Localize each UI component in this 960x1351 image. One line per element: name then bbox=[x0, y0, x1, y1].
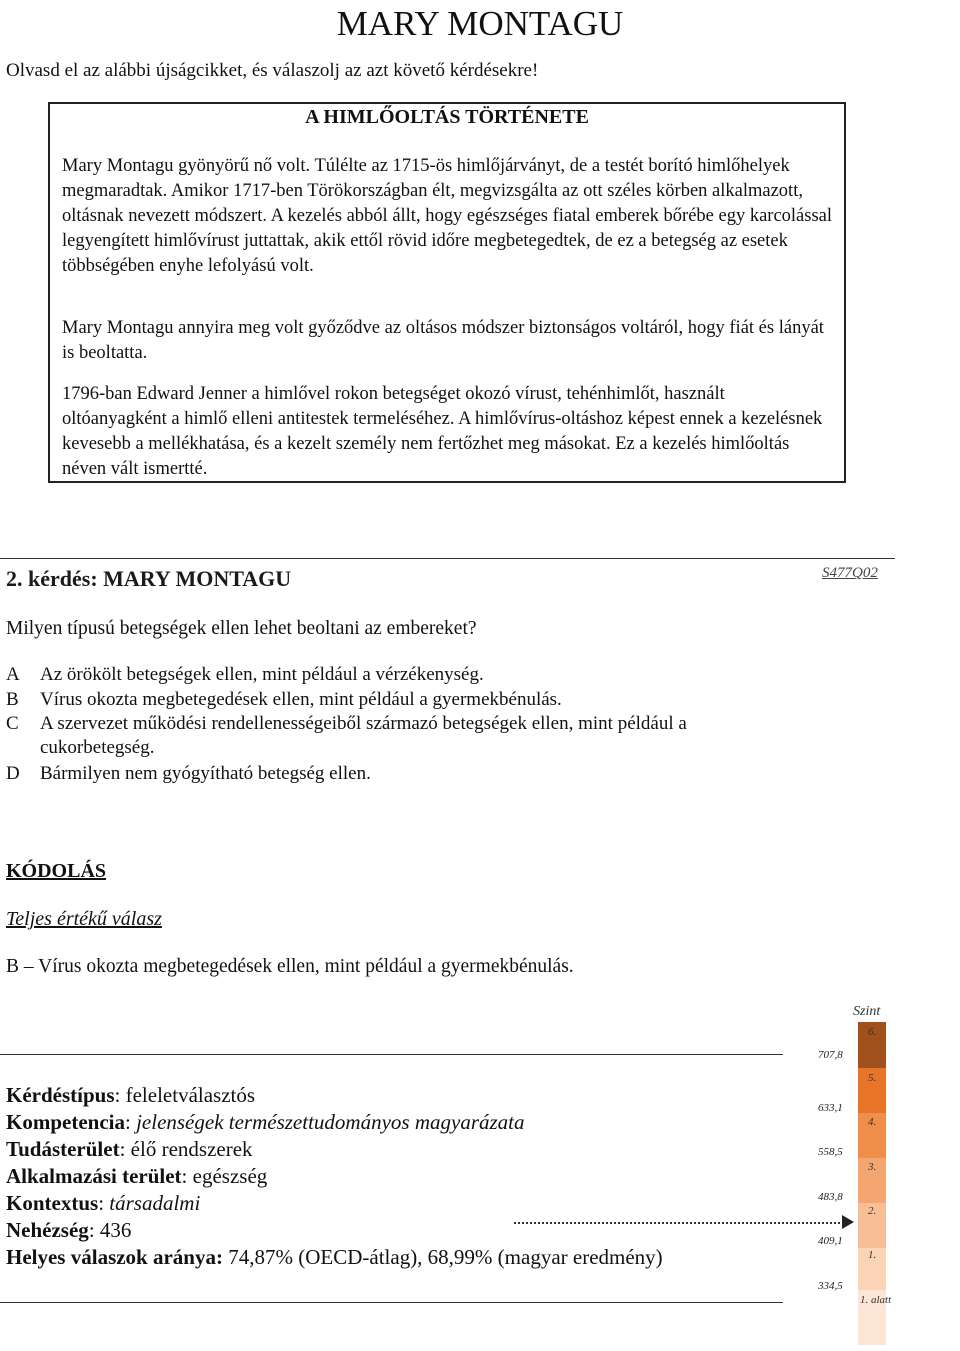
option-text: Bármilyen nem gyógyítható betegség ellen. bbox=[40, 763, 371, 784]
meta-top-line bbox=[0, 1054, 783, 1055]
meta-application-area: Alkalmazási terület: egészség bbox=[6, 1164, 268, 1188]
cut-score: 409,1 bbox=[818, 1235, 843, 1247]
cut-score: 334,5 bbox=[818, 1280, 843, 1292]
option-letter: C bbox=[6, 713, 19, 734]
page-title: MARY MONTAGU bbox=[336, 4, 624, 43]
option-d[interactable] bbox=[6, 762, 826, 786]
article-paragraph-3: 1796-ban Edward Jenner a himlővel rokon betegséget okozó vírust, tehénhimlőt, használt oltóanyagként a himlő elleni antitestek termeléséhez. A himlővírus-oltáshoz képest ennek a kezelésnek kevesebb a mellékhatása, és a kezelt személy nem fertőzhet meg másokat. Ez a kezelés himlőoltás néven vált ismertté. bbox=[62, 384, 823, 479]
meta-context: Kontextus: társadalmi bbox=[6, 1191, 201, 1215]
question-divider bbox=[0, 558, 895, 559]
cut-score: 707,8 bbox=[818, 1049, 843, 1061]
intro-text: Olvasd el az alábbi újságcikket, és válaszolj az azt követő kérdésekre! bbox=[6, 60, 539, 81]
level-1-label: 1. bbox=[868, 1249, 877, 1261]
option-text: Az örökölt betegségek ellen, mint például a vérzékenység. bbox=[40, 664, 484, 685]
meta-competence: Kompetencia: jelenségek természettudományos magyarázata bbox=[6, 1110, 525, 1134]
article-paragraph-2: Mary Montagu annyira meg volt győződve az oltásos módszer biztonságos voltáról, hogy fiát és lányát is beoltatta. bbox=[62, 318, 824, 363]
article-paragraph-1: Mary Montagu gyönyörű nő volt. Túlélte az 1715-ös himlőjárványt, de a testét borító himlőhelyek megmaradtak. Amikor 1717-ben Törökországban élt, megvizsgálta az ott széles körben alkalmazott, oltásnak nevezett módszert. A kezelés abból állt, hogy egészséges fiatal emberek bőrébe egy karcolással legyengített himlővírust juttattak, akik ettől rövid időre megbetegedtek, de ez a betegség az esetek többségében enyhe lefolyású volt. bbox=[62, 156, 833, 276]
level-6-label: 6. bbox=[868, 1026, 877, 1038]
cut-score: 483,8 bbox=[818, 1191, 843, 1203]
option-text: A szervezet működési rendellenességeiből származó betegségek ellen, mint például a bbox=[40, 713, 687, 734]
difficulty-pointer-line bbox=[514, 1222, 844, 1224]
level-4-label: 4. bbox=[868, 1116, 877, 1128]
question-title: 2. kérdés: MARY MONTAGU bbox=[6, 566, 292, 591]
option-c[interactable] bbox=[6, 712, 826, 760]
option-a[interactable] bbox=[6, 663, 826, 687]
meta-knowledge-area: Tudásterület: élő rendszerek bbox=[6, 1137, 253, 1161]
meta-question-type: Kérdéstípus: feleletválasztós bbox=[6, 1083, 256, 1107]
option-b[interactable] bbox=[6, 688, 826, 712]
question-code: S477Q02 bbox=[822, 565, 878, 581]
question-text: Milyen típusú betegségek ellen lehet beoltani az embereket? bbox=[6, 618, 477, 639]
option-text-continued: cukorbetegség. bbox=[40, 737, 155, 758]
level-below-1-label: 1. alatt bbox=[860, 1294, 892, 1306]
meta-bottom-line bbox=[0, 1302, 783, 1303]
option-letter: D bbox=[6, 763, 20, 784]
cut-score: 633,1 bbox=[818, 1102, 843, 1114]
meta-difficulty: Nehézség: 436 bbox=[6, 1218, 132, 1242]
article-box bbox=[48, 102, 846, 483]
difficulty-pointer-arrow-icon bbox=[842, 1215, 854, 1229]
correct-answer: B – Vírus okozta megbetegedések ellen, mint például a gyermekbénulás. bbox=[6, 956, 574, 977]
option-letter: B bbox=[6, 689, 19, 710]
meta-correct-rate: Helyes válaszok aránya: 74,87% (OECD-átlag), 68,99% (magyar eredmény) bbox=[6, 1245, 663, 1269]
level-3-label: 3. bbox=[868, 1161, 877, 1173]
level-5-label: 5. bbox=[868, 1072, 877, 1084]
option-letter: A bbox=[6, 664, 20, 685]
option-text: Vírus okozta megbetegedések ellen, mint például a gyermekbénulás. bbox=[40, 689, 562, 710]
article-title: A HIMLŐOLTÁS TÖRTÉNETE bbox=[305, 106, 589, 128]
coding-heading: KÓDOLÁS bbox=[6, 860, 107, 882]
full-credit-heading: Teljes értékű válasz bbox=[6, 908, 162, 930]
cut-score: 558,5 bbox=[818, 1146, 843, 1158]
level-2-label: 2. bbox=[868, 1205, 877, 1217]
scale-heading: Szint bbox=[853, 1004, 881, 1019]
